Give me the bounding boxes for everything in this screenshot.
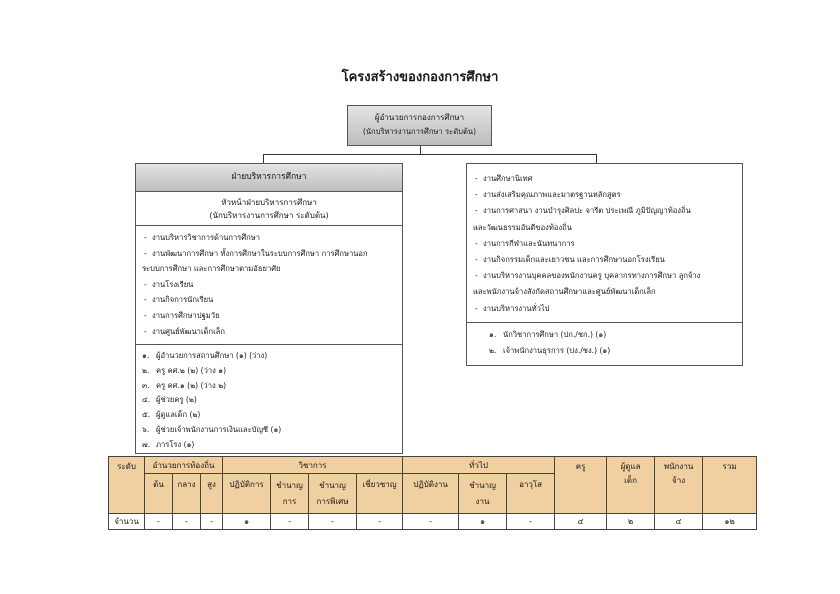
list-item: - งานบริหารวิชาการด้านการศึกษา [142, 230, 396, 246]
list-item: - งานบริหารงานบุคคลของพนักงานครู บุคลากรทางการศึกษา ลูกจ้าง [473, 268, 736, 284]
list-item: - งานโรงเรียน [142, 277, 396, 293]
general-affairs-box [466, 163, 743, 366]
header-sub: กลาง [173, 474, 201, 514]
director-rank: (นักบริหารงานการศึกษา ระดับต้น) [362, 127, 477, 136]
director-title: ผู้อำนวยการกองการศึกษา [374, 113, 465, 122]
header-employee: พนักงาน จ้าง [655, 457, 703, 514]
table-cell: - [173, 514, 201, 530]
table-cell: ๔ [555, 514, 607, 530]
list-item: - งานศึกษานิเทศ [473, 171, 736, 187]
admin-staff-list [142, 349, 396, 453]
table-cell: - [507, 514, 555, 530]
admin-task-list [142, 230, 396, 339]
table-cell: ๔ [655, 514, 703, 530]
connector-line [263, 154, 597, 155]
header-total: รวม [703, 457, 757, 514]
table-row [109, 514, 757, 530]
list-item: ๕. ผู้ดูแลเด็ก (๒) [142, 410, 201, 420]
list-item: ๑. นักวิชาการศึกษา (ปก./ชก.) (๑) [489, 330, 607, 339]
list-item: ๓. ครู คศ.๑ (๒) (ว่าง ๒) [142, 380, 227, 390]
admin-division-box [135, 163, 403, 454]
list-item: - งานบริหารงานทั่วไป [473, 301, 736, 317]
header-local-admin: อำนวยการท้องถิ่น [145, 457, 223, 474]
header-sub: สูง [201, 474, 223, 514]
table-cell: - [145, 514, 173, 530]
table-cell: - [271, 514, 309, 530]
header-general: ทั่วไป [403, 457, 555, 474]
row-label: จำนวน [109, 514, 145, 530]
table-cell: - [403, 514, 459, 530]
header-teacher: ครู [555, 457, 607, 514]
header-caretaker: ผู้ดูแล เด็ก [607, 457, 655, 514]
list-item: ๖. ผู้ช่วยเจ้าพนักงานการเงินและบัญชี (๑) [142, 424, 282, 434]
header-sub: ปฏิบัติการ [223, 474, 271, 514]
general-task-list [473, 171, 736, 317]
connector-line [420, 146, 421, 154]
connector-line [263, 154, 264, 163]
admin-division-header: ฝ่ายบริหารการศึกษา [136, 164, 402, 192]
admin-head-title: หัวหน้าฝ่ายบริหารการศึกษา [221, 198, 317, 207]
list-item: - งานกิจการนักเรียน [142, 292, 396, 308]
header-sub: ต้น [145, 474, 173, 514]
staff-summary-table [108, 456, 757, 530]
table-cell: - [201, 514, 223, 530]
table-cell: ๒ [607, 514, 655, 530]
list-item: ๗. ภารโรง (๑) [142, 439, 195, 449]
header-sub: ชำนาญ งาน [459, 474, 507, 514]
table-cell: ๑ [223, 514, 271, 530]
table-cell: ๑ [459, 514, 507, 530]
director-box [347, 105, 492, 146]
list-item: - งานการศึกษาปฐมวัย [142, 308, 396, 324]
list-item: - งานศูนย์พัฒนาเด็กเล็ก [142, 324, 396, 340]
list-item: - งานพัฒนาการศึกษา ทั้งการศึกษาในระบบการศึกษา การศึกษานอก [142, 246, 396, 262]
list-item: - และวัฒนธรรมอันดีของท้องถิ่น [473, 220, 736, 236]
list-item: - และพนักงานจ้างสังกัดสถานศึกษาและศูนย์พัฒนาเด็กเล็ก [473, 284, 736, 300]
table-cell: - [309, 514, 357, 530]
admin-head-rank: (นักบริหารงานการศึกษา ระดับต้น) [209, 211, 329, 220]
list-item: ๒. ครู คศ.๒ (๒) (ว่าง ๑) [142, 365, 227, 375]
page-title: โครงสร้างของกองการศึกษา [341, 70, 499, 85]
table-cell: ๑๒ [703, 514, 757, 530]
connector-line [596, 154, 597, 163]
list-item: - ระบบการศึกษา และการศึกษาตามอัธยาศัย [142, 261, 396, 277]
list-item: ๔. ผู้ช่วยครู (๒) [142, 395, 197, 405]
header-sub: เชี่ยวชาญ [357, 474, 403, 514]
table-cell: - [357, 514, 403, 530]
header-sub: ชำนาญ การ [271, 474, 309, 514]
list-item: ๑. ผู้อำนวยการสถานศึกษา (๑) (ว่าง) [142, 351, 268, 360]
general-staff-list [489, 327, 736, 359]
list-item: - งานการศาสนา งานบำรุงศิลปะ จารีต ประเพณี ภูมิปัญญาท้องถิ่น [473, 203, 736, 219]
header-sub: อาวุโส [507, 474, 555, 514]
header-academic: วิชาการ [223, 457, 403, 474]
header-sub: ชำนาญ การพิเศษ [309, 474, 357, 514]
list-item: - งานการกีฬาและนันทนาการ [473, 236, 736, 252]
header-sub: ปฏิบัติงาน [403, 474, 459, 514]
list-item: - งานส่งเสริมคุณภาพและมาตรฐานหลักสูตร [473, 187, 736, 203]
list-item: ๒. เจ้าพนักงานธุรการ (ปง./ชง.) (๑) [489, 346, 611, 355]
header-level: ระดับ [109, 457, 145, 514]
list-item: - งานกิจกรรมเด็กและเยาวชน และการศึกษานอกโรงเรียน [473, 252, 736, 268]
